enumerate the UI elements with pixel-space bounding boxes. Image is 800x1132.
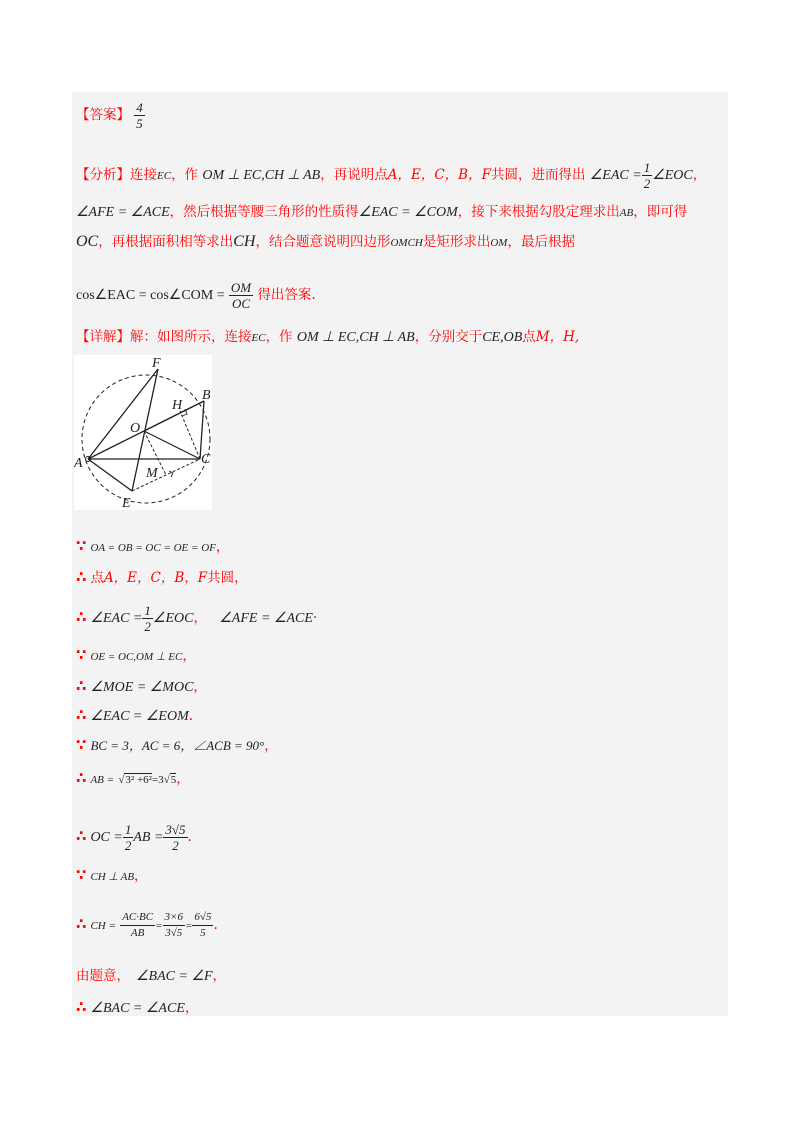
- segment-ae: [88, 459, 132, 491]
- segment-bc: [200, 401, 204, 459]
- step-9: ∴ OC = $\frac{1}{2}$ AB = $\frac{3√5}{2}$ .: [76, 822, 192, 853]
- label-b: B: [202, 388, 211, 403]
- label-m: M: [146, 466, 158, 481]
- step-3: ∴ ∠EAC = $\frac{1}{2}$ ∠EOC， ∠AFE = ∠ACE·: [76, 603, 318, 634]
- answer-line: [76, 100, 145, 131]
- answer-fraction: $\frac{4}{5}$: [136, 100, 143, 131]
- label-o: O: [130, 421, 141, 436]
- answer-label: 【答案】: [76, 107, 130, 123]
- circumcircle: [82, 375, 210, 503]
- step-7: ∵ BC = 3，AC = 6，∠ACB = 90°，: [76, 736, 278, 754]
- analysis-line-3: OC，再根据面积相等求出CH，结合题意说明四边形OMCH是矩形求出OM，最后根据: [76, 233, 575, 250]
- label-e: E: [122, 496, 131, 510]
- geometry-figure: [74, 355, 212, 510]
- label-c: C: [201, 452, 211, 467]
- analysis-label: 【分析】: [76, 167, 130, 183]
- step-10: ∵ CH ⊥ AB，: [76, 866, 148, 884]
- segment-af: [88, 369, 158, 459]
- detail-label: 【详解】: [76, 329, 130, 345]
- step-11: ∴ CH = $\frac{AC\cdot BC}{AB}$ = $\frac{3\times 6}{3√5}$ = $\frac{6√5}{5}$ .: [76, 911, 218, 939]
- step-2: ∴ 点A，E，C，B，F共圆，: [76, 568, 248, 586]
- label-a: A: [74, 456, 83, 471]
- label-f: F: [152, 356, 161, 371]
- detail-line: 【详解】解：如图所示，连接EC，作 OM ⊥ EC,CH ⊥ AB，分别交于CE,OB点M，H,: [76, 329, 580, 345]
- segment-oc: [144, 431, 200, 459]
- step-1: ∵ OA = OB = OC = OE = OF，: [76, 537, 230, 555]
- analysis-line-4: cos∠EAC = cos∠COM = $\frac{OM}{OC}$ 得出答案.: [76, 280, 316, 311]
- analysis-line-1: 【分析】连接EC，作 OM ⊥ EC,CH ⊥ AB，再说明点A，E，C，B，F共圆，进而得出 ∠EAC = $\frac{1}{2}$ ∠EOC，: [76, 160, 707, 191]
- step-4: ∵ OE = OC,OM ⊥ EC，: [76, 646, 196, 664]
- step-12: 由题意， ∠BAC = ∠F，: [76, 968, 227, 984]
- step-5: ∴ ∠MOE = ∠MOC，: [76, 677, 207, 695]
- step-13: ∴ ∠BAC = ∠ACE，: [76, 998, 199, 1016]
- circle-diagram: [74, 355, 212, 510]
- segment-ch: [180, 411, 200, 459]
- step-8: ∴ AB = √3² +6²=3√5，: [76, 769, 190, 787]
- label-h: H: [172, 398, 183, 413]
- analysis-line-2: ∠AFE = ∠ACE，然后根据等腰三角形的性质得∠EAC = ∠COM，接下来根据勾股定理求出AB，即可得: [76, 204, 688, 220]
- step-6: ∴ ∠EAC = ∠EOM.: [76, 706, 194, 724]
- right-angle-m: [169, 471, 173, 477]
